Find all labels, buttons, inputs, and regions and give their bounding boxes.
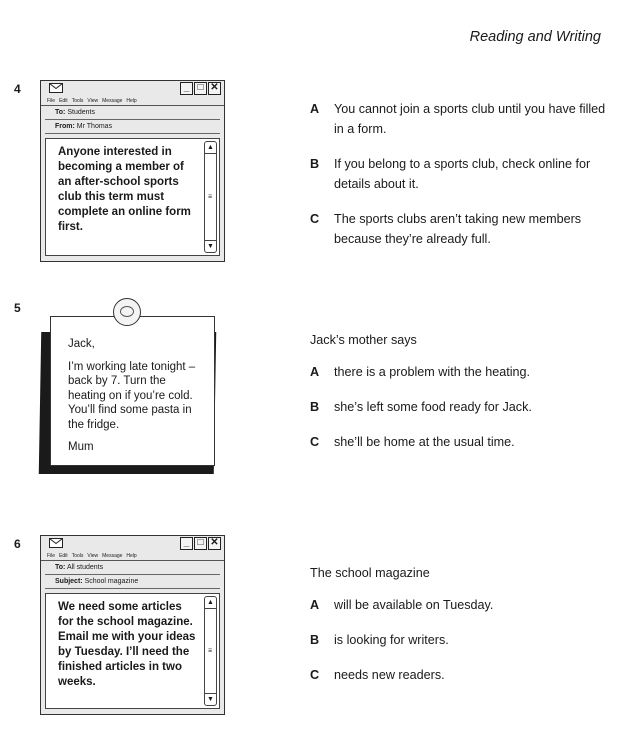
maximize-icon[interactable]: □	[194, 82, 207, 95]
question-stem: Jack’s mother says	[310, 333, 417, 347]
email-body	[45, 138, 220, 256]
question-stem: The school magazine	[310, 566, 430, 580]
question-number: 5	[14, 301, 21, 315]
option-a[interactable]: A will be available on Tuesday.	[310, 598, 494, 612]
question-6-options	[310, 563, 610, 700]
chevron-up-icon[interactable]: ▲	[205, 142, 216, 154]
chevron-up-icon[interactable]: ▲	[205, 597, 216, 609]
email-to: All students	[66, 564, 104, 571]
page-header: Reading and Writing	[469, 29, 601, 45]
minimize-icon[interactable]: _	[180, 537, 193, 550]
scrollbar[interactable]	[204, 596, 217, 706]
scroll-thumb-icon[interactable]: ≡	[208, 193, 213, 201]
email-titlebar	[41, 81, 224, 97]
question-4-options	[310, 99, 610, 264]
menu-file[interactable]: File	[47, 553, 56, 559]
note-body: I’m working late tonight – back by 7. Turn the heating on if you’re cold. You’ll find some pasta in the fridge.	[68, 360, 196, 431]
menu-edit[interactable]: Edit	[59, 553, 68, 559]
option-b[interactable]: B is looking for writers.	[310, 633, 449, 647]
menu-message[interactable]: Message	[102, 98, 123, 104]
option-a[interactable]: A there is a problem with the heating.	[310, 365, 531, 379]
email-body-text: We need some articles for the school magazine. Email me with your ideas by Tuesday. I’ll need the finished articles in two weeks.	[58, 601, 196, 688]
email-from: Mr Thomas	[76, 123, 113, 130]
scrollbar[interactable]	[204, 141, 217, 253]
email-from-line: From: Mr Thomas	[45, 120, 220, 134]
pin-icon	[113, 298, 141, 326]
menu-tools[interactable]: Tools	[71, 553, 84, 559]
email-to-line: To: Students	[45, 106, 220, 120]
close-icon[interactable]: ✕	[208, 537, 221, 550]
note-greeting: Jack,	[68, 338, 95, 350]
question-number: 6	[14, 537, 21, 551]
email-subject: School magazine	[84, 578, 139, 585]
close-icon[interactable]: ✕	[208, 82, 221, 95]
menu-tools[interactable]: Tools	[71, 98, 84, 104]
menu-message[interactable]: Message	[102, 553, 123, 559]
option-c[interactable]: C needs new readers.	[310, 668, 445, 682]
envelope-icon	[49, 538, 63, 548]
email-window	[40, 535, 225, 715]
question-5-options	[310, 330, 610, 467]
chevron-down-icon[interactable]: ▼	[205, 693, 216, 705]
menu-view[interactable]: View	[87, 98, 99, 104]
email-to-line: To: All students	[45, 561, 220, 575]
scroll-thumb-icon[interactable]: ≡	[208, 647, 213, 655]
email-subject-line: Subject: School magazine	[45, 575, 220, 589]
email-body-text: Anyone interested in becoming a member of an after-school sports club this term must complete an online form first.	[58, 146, 191, 233]
email-body	[45, 593, 220, 709]
envelope-icon	[49, 83, 63, 93]
option-c[interactable]: C she’ll be home at the usual time.	[310, 435, 515, 449]
menu-bar	[41, 552, 224, 561]
menu-view[interactable]: View	[87, 553, 99, 559]
menu-help[interactable]: Help	[126, 553, 137, 559]
note-signoff: Mum	[68, 441, 94, 453]
chevron-down-icon[interactable]: ▼	[205, 240, 216, 252]
option-a[interactable]: A You cannot join a sports club until you have filled in a form.	[310, 102, 606, 136]
menu-edit[interactable]: Edit	[59, 98, 68, 104]
email-window	[40, 80, 225, 262]
pinned-note	[50, 316, 215, 466]
menu-bar	[41, 97, 224, 106]
email-titlebar	[41, 536, 224, 552]
question-number: 4	[14, 82, 21, 96]
minimize-icon[interactable]: _	[180, 82, 193, 95]
menu-help[interactable]: Help	[126, 98, 137, 104]
option-c[interactable]: C The sports clubs aren’t taking new members because they’re already full.	[310, 212, 582, 246]
menu-file[interactable]: File	[47, 98, 56, 104]
option-b[interactable]: B she’s left some food ready for Jack.	[310, 400, 532, 414]
option-b[interactable]: B If you belong to a sports club, check online for details about it.	[310, 157, 591, 191]
email-to: Students	[67, 109, 95, 116]
maximize-icon[interactable]: □	[194, 537, 207, 550]
